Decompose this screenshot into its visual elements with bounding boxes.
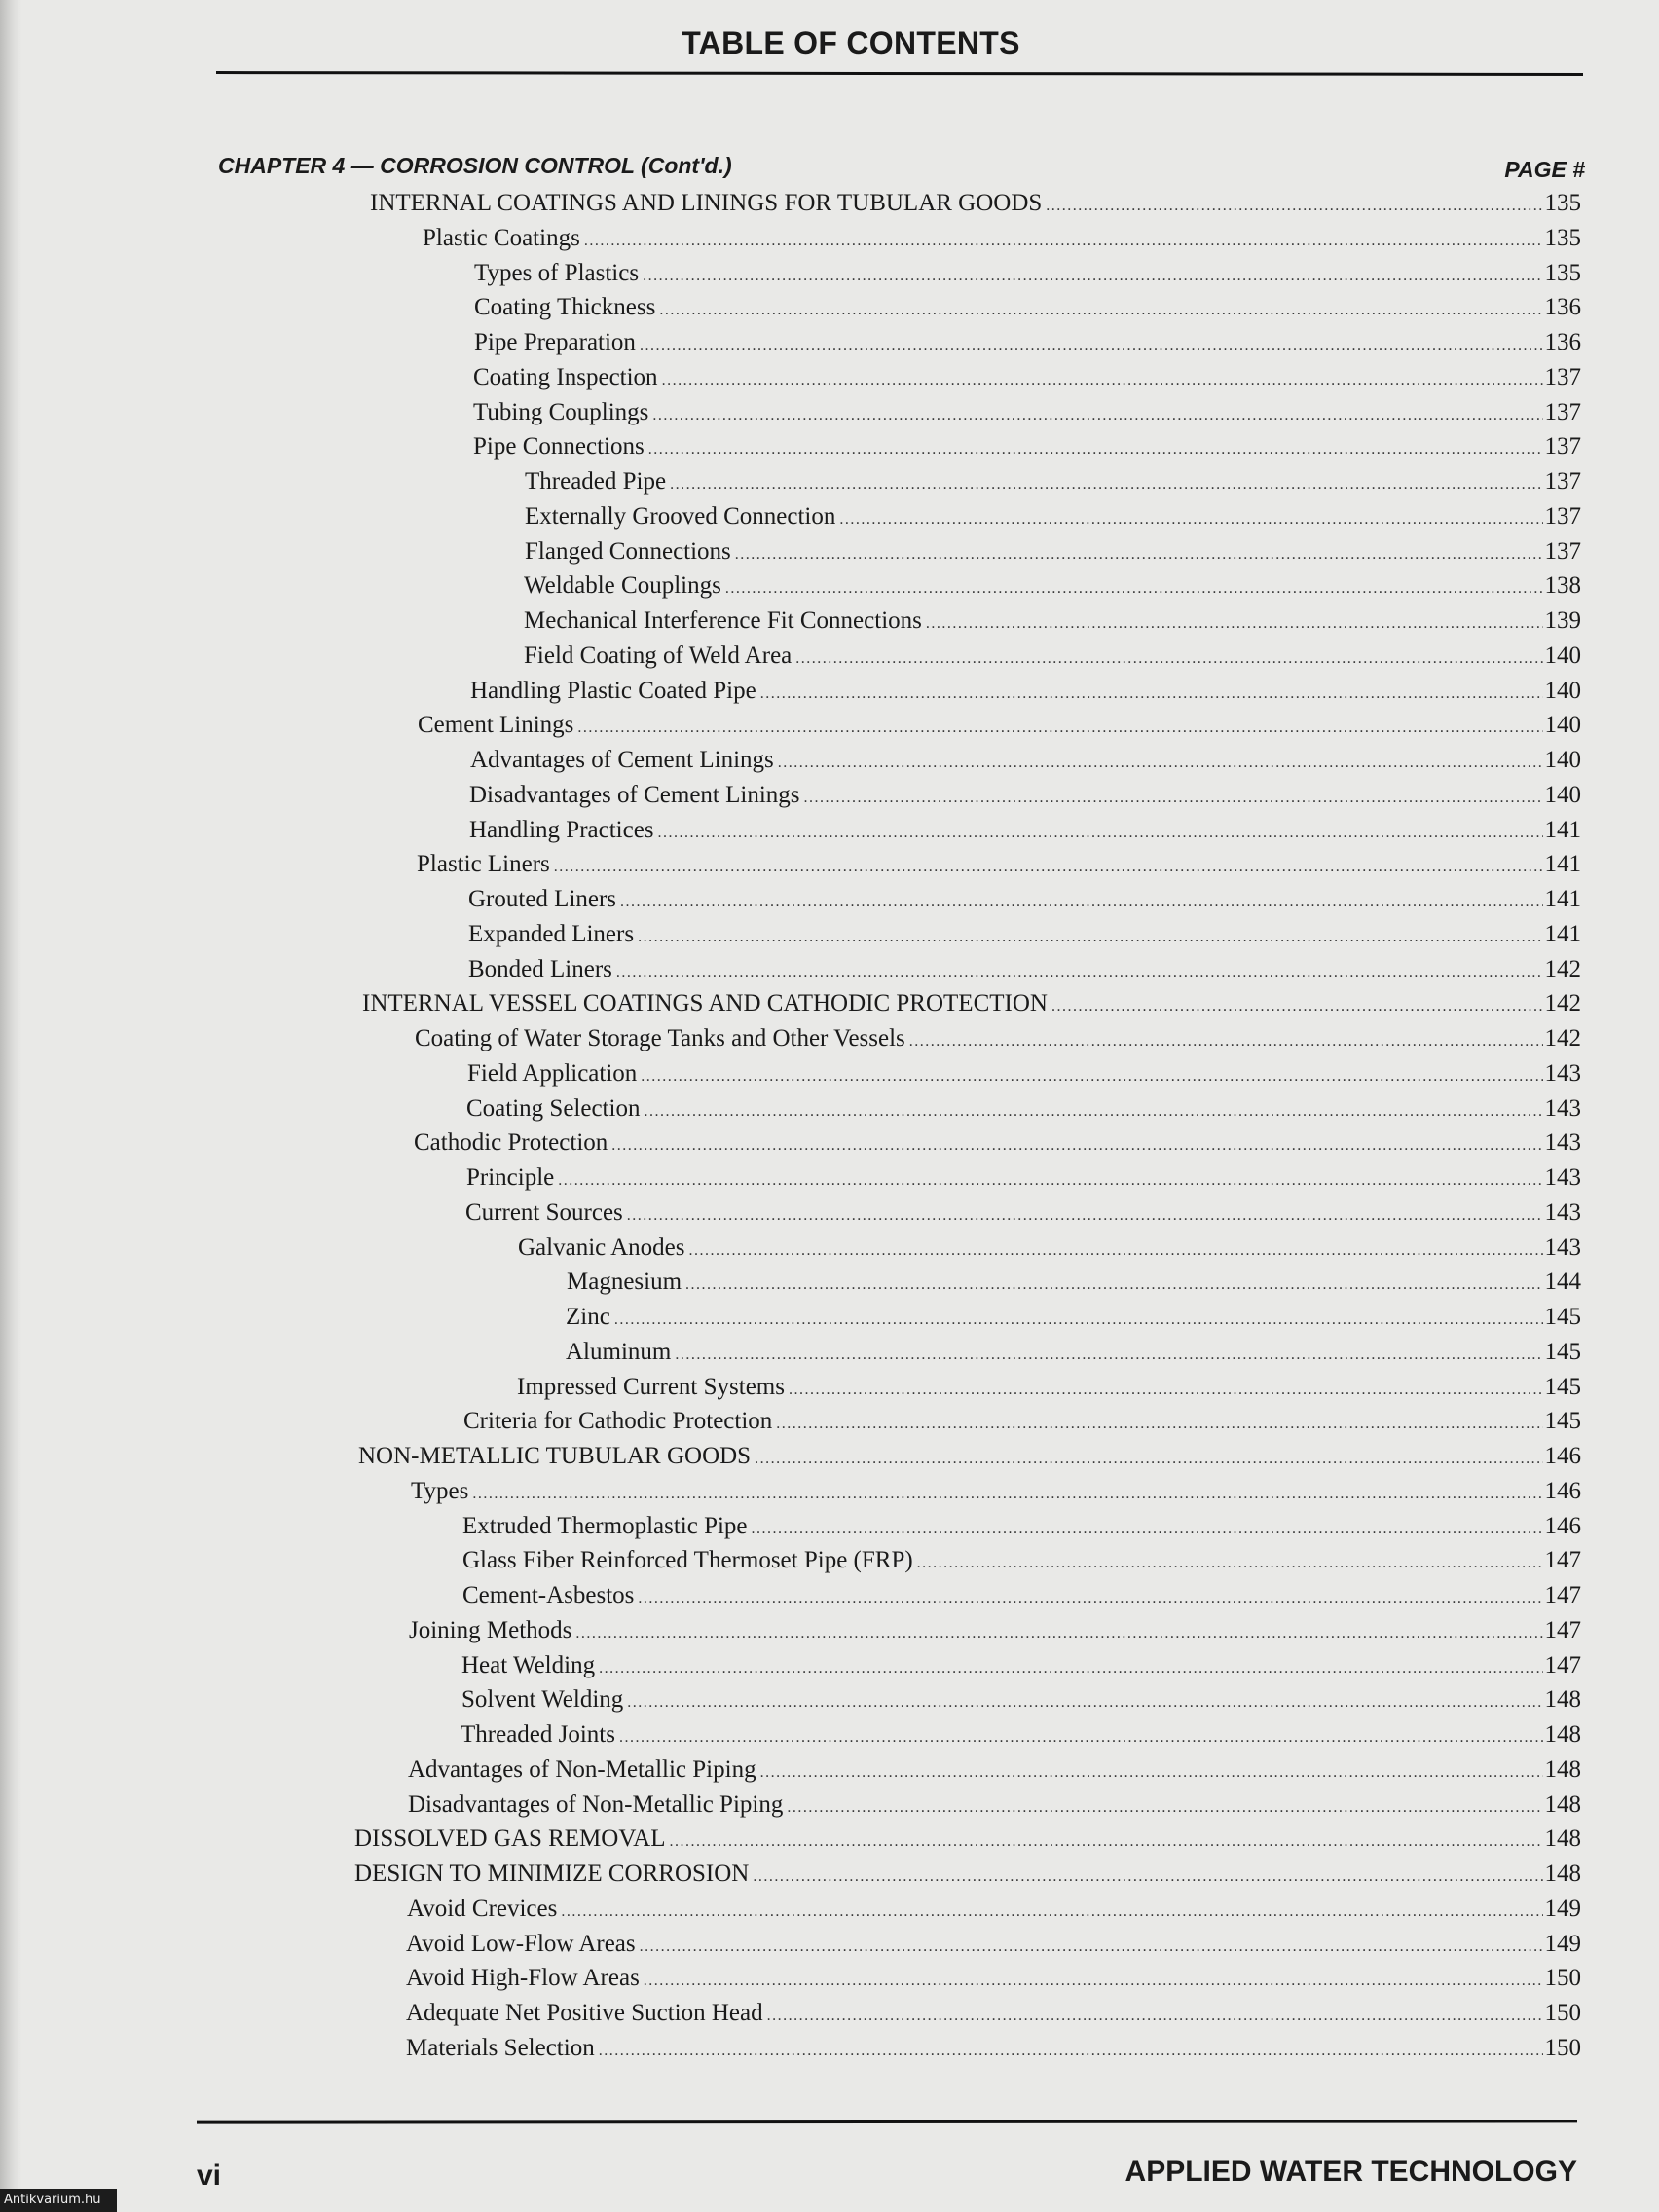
toc-entry-title: Cement-Asbestos bbox=[462, 1582, 635, 1608]
toc-entry bbox=[473, 398, 1581, 427]
dot-leader bbox=[787, 1793, 1542, 1823]
toc-entry-page: 137 bbox=[1544, 433, 1581, 460]
toc-entry-page: 148 bbox=[1544, 1721, 1581, 1748]
toc-entry-page: 150 bbox=[1544, 2000, 1581, 2026]
dot-leader bbox=[648, 435, 1543, 464]
toc-entry-page: 140 bbox=[1544, 643, 1581, 669]
toc-entry-page: 146 bbox=[1544, 1478, 1581, 1504]
toc-entry-page: 147 bbox=[1544, 1582, 1581, 1608]
toc-entry bbox=[474, 259, 1581, 288]
toc-entry-page: 143 bbox=[1544, 1060, 1581, 1087]
toc-entry bbox=[525, 502, 1581, 532]
toc-entry-title: Plastic Coatings bbox=[423, 225, 580, 251]
dot-leader bbox=[599, 1654, 1542, 1683]
toc-entry-title: Mechanical Interference Fit Connections bbox=[524, 608, 922, 634]
toc-entry-page: 147 bbox=[1544, 1547, 1581, 1573]
dot-leader bbox=[688, 1236, 1542, 1266]
toc-entry bbox=[525, 537, 1581, 567]
toc-entry-title: Avoid Crevices bbox=[407, 1896, 558, 1922]
toc-entry-page: 147 bbox=[1544, 1617, 1581, 1643]
toc-entry bbox=[407, 1895, 1581, 1924]
toc-entry bbox=[406, 1964, 1581, 1993]
toc-entry-title: Magnesium bbox=[567, 1269, 682, 1295]
dot-leader bbox=[575, 1619, 1542, 1648]
dot-leader bbox=[776, 1410, 1542, 1439]
toc-entry-page: 143 bbox=[1544, 1129, 1581, 1156]
dot-leader bbox=[675, 1341, 1542, 1370]
toc-entry-page: 145 bbox=[1544, 1339, 1581, 1365]
toc-entry-title: Bonded Liners bbox=[468, 956, 612, 982]
toc-entry-page: 135 bbox=[1544, 260, 1581, 286]
dot-leader bbox=[554, 853, 1543, 882]
dot-leader bbox=[789, 1376, 1543, 1405]
dot-leader bbox=[670, 470, 1542, 499]
toc-entry-page: 145 bbox=[1544, 1304, 1581, 1330]
toc-entry-title: Solvent Welding bbox=[461, 1686, 624, 1713]
toc-entry-title: NON-METALLIC TUBULAR GOODS bbox=[358, 1443, 752, 1469]
toc-entry bbox=[525, 467, 1581, 497]
dot-leader bbox=[599, 2037, 1543, 2066]
toc-entry-page: 147 bbox=[1544, 1652, 1581, 1678]
toc-entry bbox=[362, 989, 1581, 1018]
dot-leader bbox=[577, 714, 1542, 743]
toc-entry-page: 136 bbox=[1544, 294, 1581, 320]
toc-entry bbox=[370, 189, 1581, 218]
toc-entry-title: Plastic Liners bbox=[417, 851, 550, 877]
toc-entry-page: 137 bbox=[1544, 468, 1581, 495]
toc-entry-title: Tubing Couplings bbox=[473, 399, 649, 425]
toc-entry-title: DISSOLVED GAS REMOVAL bbox=[354, 1825, 666, 1852]
toc-entry-title: Aluminum bbox=[566, 1339, 672, 1365]
toc-entry-page: 140 bbox=[1544, 712, 1581, 738]
dot-leader bbox=[926, 609, 1543, 639]
toc-entry bbox=[517, 1373, 1581, 1402]
dot-leader bbox=[614, 1306, 1543, 1335]
toc-entry-title: Principle bbox=[466, 1164, 555, 1191]
toc-entry bbox=[418, 711, 1581, 740]
toc-entry-title: Threaded Pipe bbox=[525, 468, 667, 495]
dot-leader bbox=[638, 1584, 1542, 1613]
toc-entry-title: Coating Inspection bbox=[473, 364, 658, 390]
page-column-label: PAGE # bbox=[1504, 157, 1585, 182]
toc-entry-title: Avoid Low-Flow Areas bbox=[406, 1931, 636, 1957]
toc-entry-title: Disadvantages of Non-Metallic Piping bbox=[408, 1791, 784, 1818]
toc-entry-page: 141 bbox=[1544, 851, 1581, 877]
toc-entry-page: 138 bbox=[1544, 572, 1581, 599]
toc-entry bbox=[414, 1128, 1581, 1158]
toc-entry-title: Externally Grooved Connection bbox=[525, 503, 836, 530]
toc-entry-page: 144 bbox=[1544, 1269, 1581, 1295]
toc-entry bbox=[566, 1338, 1581, 1367]
toc-entry-title: Glass Fiber Reinforced Thermoset Pipe (FRP) bbox=[462, 1547, 913, 1573]
toc-entry-title: Adequate Net Positive Suction Head bbox=[406, 2000, 763, 2026]
toc-entry-title: Pipe Connections bbox=[473, 433, 645, 460]
toc-entry bbox=[468, 955, 1581, 984]
toc-entry-page: 140 bbox=[1544, 747, 1581, 773]
footer-rule bbox=[197, 2120, 1577, 2123]
toc-entry-title: Disadvantages of Cement Linings bbox=[469, 782, 800, 808]
toc-entry-page: 143 bbox=[1544, 1164, 1581, 1191]
toc-entry bbox=[567, 1268, 1581, 1297]
toc-entry bbox=[463, 1407, 1581, 1436]
toc-entry-page: 149 bbox=[1544, 1931, 1581, 1957]
page-edge bbox=[0, 0, 21, 2212]
toc-entry-title: Expanded Liners bbox=[468, 921, 635, 947]
toc-entry bbox=[524, 607, 1581, 636]
toc-entry bbox=[524, 571, 1581, 601]
toc-entry bbox=[474, 328, 1581, 357]
toc-entry bbox=[354, 1860, 1581, 1889]
toc-entry bbox=[415, 1024, 1581, 1053]
toc-entry-page: 137 bbox=[1544, 364, 1581, 390]
dot-leader bbox=[670, 1827, 1543, 1857]
toc-entry bbox=[408, 1790, 1581, 1820]
footer-page-number: vi bbox=[197, 2159, 222, 2192]
dot-leader bbox=[1046, 192, 1542, 221]
toc-entry-title: DESIGN TO MINIMIZE CORROSION bbox=[354, 1861, 750, 1887]
toc-entry-title: Pipe Preparation bbox=[474, 329, 636, 355]
toc-entry-title: INTERNAL VESSEL COATINGS AND CATHODIC PROTECTION bbox=[362, 990, 1048, 1016]
toc-entry-title: Field Application bbox=[467, 1060, 638, 1087]
toc-entry-page: 136 bbox=[1544, 329, 1581, 355]
page-title: TABLE OF CONTENTS bbox=[682, 25, 1020, 60]
toc-entry bbox=[473, 432, 1581, 461]
toc-entry bbox=[406, 1999, 1581, 2028]
dot-leader bbox=[1051, 992, 1543, 1021]
footer-book-title: APPLIED WATER TECHNOLOGY bbox=[1124, 2156, 1577, 2188]
toc-entry-title: Current Sources bbox=[465, 1199, 623, 1226]
toc-entry bbox=[465, 1198, 1581, 1228]
toc-entry-title: Advantages of Non-Metallic Piping bbox=[408, 1756, 756, 1783]
toc-entry bbox=[462, 1546, 1581, 1575]
toc-entry-page: 149 bbox=[1544, 1896, 1581, 1922]
toc-entry-title: Threaded Joints bbox=[461, 1721, 615, 1748]
toc-entry bbox=[474, 293, 1581, 322]
dot-leader bbox=[909, 1027, 1543, 1056]
dot-leader bbox=[760, 1758, 1543, 1788]
chapter-heading: CHAPTER 4 — CORROSION CONTROL (Cont'd.) bbox=[218, 153, 732, 178]
toc-entry-page: 135 bbox=[1544, 190, 1581, 216]
toc-entry-page: 142 bbox=[1544, 1025, 1581, 1051]
toc-entry-title: Heat Welding bbox=[461, 1652, 596, 1678]
toc-entry-title: Zinc bbox=[566, 1304, 610, 1330]
toc-entry-title: Coating of Water Storage Tanks and Other Vessels bbox=[415, 1025, 905, 1051]
toc-entry-page: 150 bbox=[1544, 2035, 1581, 2061]
toc-entry-title: Avoid High-Flow Areas bbox=[406, 1965, 640, 1991]
dot-leader bbox=[778, 749, 1543, 778]
toc-entry bbox=[358, 1442, 1581, 1471]
toc-entry bbox=[468, 920, 1581, 949]
toc-entry-page: 148 bbox=[1544, 1756, 1581, 1783]
toc-entry bbox=[462, 1581, 1581, 1610]
dot-leader bbox=[643, 262, 1542, 291]
toc-entry-page: 140 bbox=[1544, 678, 1581, 704]
toc-entry-title: Cement Linings bbox=[418, 712, 574, 738]
toc-entry bbox=[461, 1685, 1581, 1714]
watermark: Antikvarium.hu bbox=[0, 2189, 117, 2212]
toc-entry-page: 148 bbox=[1544, 1791, 1581, 1818]
toc-entry-title: Coating Thickness bbox=[474, 294, 656, 320]
toc-entry bbox=[406, 1930, 1581, 1959]
toc-entry-title: Coating Selection bbox=[466, 1095, 641, 1122]
toc-entry-page: 143 bbox=[1544, 1199, 1581, 1226]
toc-entry-title: Handling Practices bbox=[469, 817, 654, 843]
dot-leader bbox=[725, 574, 1543, 604]
dot-leader bbox=[619, 1723, 1543, 1752]
dot-leader bbox=[584, 227, 1543, 256]
dot-leader bbox=[652, 401, 1542, 430]
dot-leader bbox=[735, 540, 1543, 570]
dot-leader bbox=[767, 2002, 1543, 2031]
toc-entry-page: 148 bbox=[1544, 1825, 1581, 1852]
dot-leader bbox=[804, 784, 1543, 813]
dot-leader bbox=[472, 1480, 1542, 1509]
dot-leader bbox=[752, 1515, 1543, 1544]
toc-entry-page: 145 bbox=[1544, 1408, 1581, 1434]
dot-leader bbox=[558, 1166, 1542, 1196]
dot-leader bbox=[658, 819, 1543, 848]
toc-entry-title: Weldable Couplings bbox=[524, 572, 721, 599]
dot-leader bbox=[611, 1131, 1542, 1161]
toc-entry-title: Handling Plastic Coated Pipe bbox=[470, 678, 756, 704]
dot-leader bbox=[620, 888, 1542, 917]
dot-leader bbox=[561, 1898, 1542, 1927]
dot-leader bbox=[627, 1201, 1543, 1231]
dot-leader bbox=[627, 1688, 1542, 1717]
toc-entry-page: 142 bbox=[1544, 956, 1581, 982]
toc-entry-page: 139 bbox=[1544, 608, 1581, 634]
toc-entry-title: Types bbox=[411, 1478, 469, 1504]
toc-entry-page: 137 bbox=[1544, 538, 1581, 565]
toc-entry-title: Galvanic Anodes bbox=[518, 1235, 685, 1261]
dot-leader bbox=[616, 958, 1543, 987]
toc-entry-page: 141 bbox=[1544, 921, 1581, 947]
toc-entry bbox=[467, 1059, 1581, 1088]
dot-leader bbox=[638, 923, 1542, 952]
toc-entry bbox=[518, 1234, 1581, 1263]
toc-entry-title: Types of Plastics bbox=[474, 260, 640, 286]
dot-leader bbox=[662, 366, 1543, 395]
toc-entry-page: 148 bbox=[1544, 1686, 1581, 1713]
toc-entry bbox=[466, 1094, 1581, 1124]
dot-leader bbox=[644, 1097, 1542, 1126]
toc-entry bbox=[408, 1755, 1581, 1785]
toc-entry bbox=[470, 746, 1581, 775]
dot-leader bbox=[685, 1271, 1542, 1300]
toc-entry bbox=[473, 363, 1581, 392]
toc-entry-page: 148 bbox=[1544, 1861, 1581, 1887]
dot-leader bbox=[644, 1967, 1543, 1996]
dot-leader bbox=[755, 1445, 1542, 1474]
dot-leader bbox=[753, 1862, 1542, 1892]
toc-entry bbox=[409, 1616, 1581, 1645]
toc-entry-page: 143 bbox=[1544, 1235, 1581, 1261]
toc-entry bbox=[524, 642, 1581, 671]
toc-entry bbox=[469, 781, 1581, 810]
dot-leader bbox=[839, 505, 1542, 535]
toc-entry-title: Flanged Connections bbox=[525, 538, 731, 565]
toc-entry bbox=[462, 1512, 1581, 1541]
dot-leader bbox=[641, 1062, 1542, 1091]
dot-leader bbox=[659, 296, 1542, 325]
toc-entry-page: 140 bbox=[1544, 782, 1581, 808]
toc-entry-page: 141 bbox=[1544, 817, 1581, 843]
toc-entry bbox=[566, 1303, 1581, 1332]
toc-entry-page: 145 bbox=[1544, 1374, 1581, 1400]
toc-entry-page: 146 bbox=[1544, 1443, 1581, 1469]
toc-entry-title: Grouted Liners bbox=[468, 886, 617, 912]
toc-entry bbox=[461, 1651, 1581, 1680]
dot-leader bbox=[760, 680, 1543, 709]
toc-entry bbox=[466, 1163, 1581, 1193]
toc-entry-page: 150 bbox=[1544, 1965, 1581, 1991]
toc-entry-title: Criteria for Cathodic Protection bbox=[463, 1408, 773, 1434]
toc-entry-title: Impressed Current Systems bbox=[517, 1374, 785, 1400]
toc-entry bbox=[461, 1720, 1581, 1750]
dot-leader bbox=[917, 1549, 1543, 1578]
toc-entry bbox=[468, 885, 1581, 914]
toc-entry bbox=[411, 1477, 1581, 1506]
toc-entry-title: Cathodic Protection bbox=[414, 1129, 608, 1156]
toc-entry bbox=[406, 2034, 1581, 2063]
toc-entry-title: Materials Selection bbox=[406, 2035, 595, 2061]
toc-entry bbox=[423, 224, 1581, 253]
toc-entry-title: INTERNAL COATINGS AND LININGS FOR TUBULAR GOODS bbox=[370, 190, 1043, 216]
toc-entry-title: Advantages of Cement Linings bbox=[470, 747, 774, 773]
toc-entry bbox=[470, 677, 1581, 706]
toc-entry-page: 141 bbox=[1544, 886, 1581, 912]
toc-entry-page: 146 bbox=[1544, 1513, 1581, 1539]
toc-entry-page: 142 bbox=[1544, 990, 1581, 1016]
header-rule bbox=[216, 71, 1583, 76]
toc-entry bbox=[417, 850, 1581, 879]
toc-entry-title: Joining Methods bbox=[409, 1617, 572, 1643]
dot-leader bbox=[795, 645, 1542, 674]
dot-leader bbox=[640, 331, 1543, 360]
toc-entry-page: 135 bbox=[1544, 225, 1581, 251]
dot-leader bbox=[640, 1933, 1543, 1962]
toc-entry bbox=[469, 816, 1581, 845]
toc-entry-page: 137 bbox=[1544, 503, 1581, 530]
toc-entry-page: 137 bbox=[1544, 399, 1581, 425]
toc-entry-page: 143 bbox=[1544, 1095, 1581, 1122]
toc-entry-title: Extruded Thermoplastic Pipe bbox=[462, 1513, 748, 1539]
toc-entry-title: Field Coating of Weld Area bbox=[524, 643, 793, 669]
toc-entry bbox=[354, 1825, 1581, 1854]
